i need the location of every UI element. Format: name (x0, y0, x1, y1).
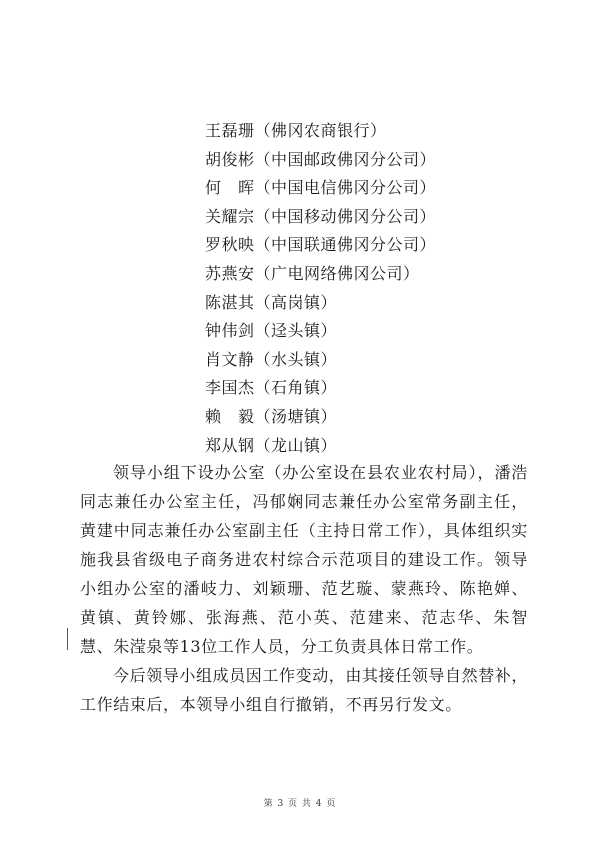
member-name: 李国杰 (205, 378, 255, 398)
member-org: （中国移动佛冈分公司） (254, 206, 437, 226)
member-org: （中国邮政佛冈分公司） (254, 149, 437, 169)
member-item (205, 317, 565, 346)
member-item (205, 403, 565, 432)
member-list (205, 117, 565, 460)
member-org: （龙山镇） (254, 435, 338, 455)
margin-mark (67, 628, 68, 650)
office-paragraph: 领导小组下设办公室（办公室设在县农业农村局），潘浩同志兼任办公室主任，冯郁娴同志兼任办公室常务副主任，黄建中同志兼任办公室副主任（主持日常工作），具体组织实施我县省级电子商务进农村综合示范项目的建设工作。领导小组办公室的潘岐力、刘颖珊、范艺璇、蒙燕玲、陈艳婵、黄镇、黄铃娜、张海燕、范小英、范建来、范志华、朱智慧、朱滢泉等13位工作人员，分工负责具体日常工作。 (80, 463, 528, 656)
member-item (205, 174, 565, 203)
member-org: （高岗镇） (254, 292, 338, 312)
member-name: 关耀宗 (205, 206, 255, 226)
member-name: 苏燕安 (205, 263, 255, 283)
member-org: （中国联通佛冈分公司） (254, 235, 437, 255)
member-org: （中国电信佛冈分公司） (254, 178, 437, 198)
member-name: 钟伟剑 (205, 321, 255, 341)
member-name: 王磊珊 (205, 121, 255, 140)
member-org: （水头镇） (254, 349, 338, 369)
member-name: 胡俊彬 (205, 149, 255, 169)
member-item (205, 146, 565, 175)
member-org: （石角镇） (254, 378, 338, 398)
member-name: 郑从钢 (205, 435, 255, 455)
member-name: 何 晖 (205, 178, 255, 198)
member-item (205, 346, 565, 375)
member-item (205, 432, 565, 461)
member-item (205, 117, 565, 146)
member-item (205, 231, 565, 260)
member-org: （汤塘镇） (254, 406, 338, 426)
member-name: 罗秋映 (205, 235, 255, 255)
member-name: 陈湛其 (205, 292, 255, 312)
member-item (205, 289, 565, 318)
member-org: （广电网络佛冈公司） (254, 263, 420, 283)
member-org: （迳头镇） (254, 321, 338, 341)
member-org: （佛冈农商银行） (254, 121, 387, 140)
member-name: 肖文静 (205, 349, 255, 369)
member-item (205, 374, 565, 403)
member-item (205, 260, 565, 289)
member-item (205, 203, 565, 232)
member-name: 赖 毅 (205, 406, 255, 426)
page-number-footer: 第 3 页 共 4 页 (263, 799, 337, 809)
replacement-paragraph: 今后领导小组成员因工作变动，由其接任领导自然替补，工作结束后，本领导小组自行撤销，不再另行发文。 (80, 666, 529, 714)
